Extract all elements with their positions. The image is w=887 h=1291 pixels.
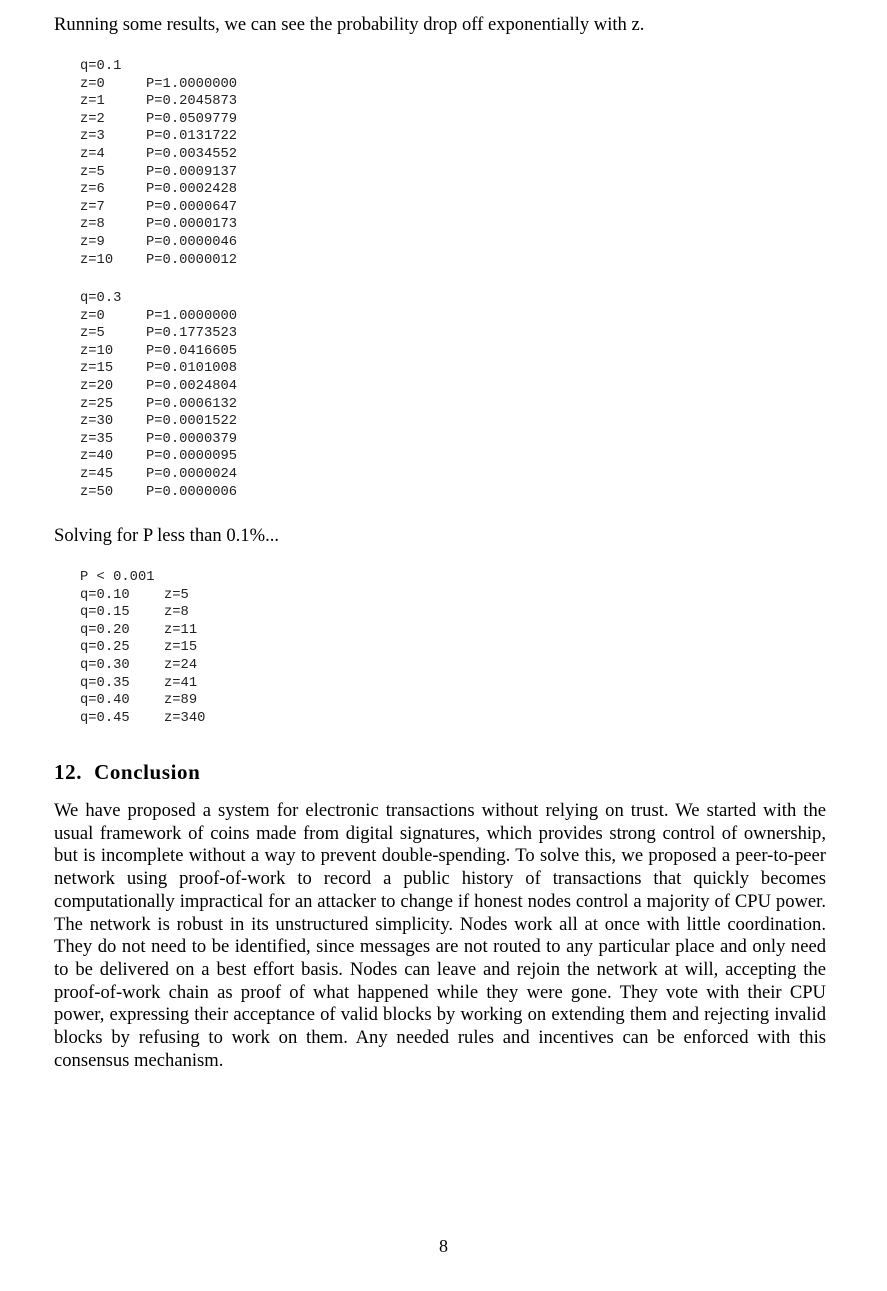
z-cell: z=10 bbox=[80, 252, 114, 268]
table-row bbox=[80, 343, 237, 361]
q-cell: q=0.45 bbox=[80, 710, 130, 726]
z-cell: z=4 bbox=[80, 146, 105, 162]
z-cell: z=340 bbox=[164, 710, 206, 726]
table-row bbox=[80, 484, 237, 502]
table-row bbox=[80, 622, 205, 640]
z-cell: z=25 bbox=[80, 396, 114, 412]
table-row bbox=[80, 431, 237, 449]
table-row bbox=[80, 252, 237, 270]
table-row bbox=[80, 396, 237, 414]
table-row bbox=[80, 199, 237, 217]
p-cell: P=0.1773523 bbox=[146, 326, 238, 342]
table-row bbox=[80, 378, 237, 396]
table-row bbox=[80, 360, 237, 378]
section-heading bbox=[54, 760, 200, 785]
table-row bbox=[80, 128, 237, 146]
p-cell: P=0.0000379 bbox=[146, 431, 238, 447]
table-row bbox=[80, 466, 237, 484]
p-cell: P=0.0101008 bbox=[146, 361, 238, 377]
p-cell: P=0.2045873 bbox=[146, 94, 238, 110]
z-cell: z=35 bbox=[80, 431, 114, 447]
table-row bbox=[80, 448, 237, 466]
z-cell: z=15 bbox=[80, 361, 114, 377]
q-cell: q=0.20 bbox=[80, 622, 130, 638]
p-cell: P=0.0002428 bbox=[146, 182, 238, 198]
z-cell: z=8 bbox=[80, 217, 105, 233]
p-cell: P=0.0009137 bbox=[146, 164, 238, 180]
table-row bbox=[80, 604, 205, 622]
intro-paragraph: Running some results, we can see the probability drop off exponentially with z. bbox=[54, 14, 645, 35]
p-cell: P=0.0024804 bbox=[146, 378, 238, 394]
table-row bbox=[80, 692, 205, 710]
p-cell: P=0.0416605 bbox=[146, 343, 238, 359]
z-cell: z=9 bbox=[80, 234, 105, 250]
table-row bbox=[80, 216, 237, 234]
table-row bbox=[80, 675, 205, 693]
table-row bbox=[80, 639, 205, 657]
section-number: 12. bbox=[54, 760, 83, 784]
z-cell: z=15 bbox=[164, 640, 198, 656]
z-cell: z=3 bbox=[80, 129, 105, 145]
table-header: q=0.3 bbox=[80, 291, 122, 306]
q-cell: q=0.35 bbox=[80, 675, 130, 691]
z-cell: z=11 bbox=[164, 622, 198, 638]
z-cell: z=20 bbox=[80, 378, 114, 394]
q-cell: q=0.40 bbox=[80, 693, 130, 709]
table-row bbox=[80, 234, 237, 252]
table-row bbox=[80, 164, 237, 182]
threshold-table bbox=[80, 569, 205, 727]
z-cell: z=1 bbox=[80, 94, 105, 110]
probability-table-q03 bbox=[80, 290, 237, 501]
table-row bbox=[80, 308, 237, 326]
z-cell: z=41 bbox=[164, 675, 198, 691]
section-title: Conclusion bbox=[94, 760, 201, 784]
z-cell: z=5 bbox=[164, 587, 189, 603]
table-header: P < 0.001 bbox=[80, 570, 155, 585]
z-cell: z=5 bbox=[80, 326, 105, 342]
p-cell: P=0.0000095 bbox=[146, 449, 238, 465]
p-cell: P=0.0000024 bbox=[146, 466, 238, 482]
q-cell: q=0.30 bbox=[80, 657, 130, 673]
p-cell: P=1.0000000 bbox=[146, 76, 238, 92]
table-row bbox=[80, 587, 205, 605]
z-cell: z=10 bbox=[80, 343, 114, 359]
z-cell: z=30 bbox=[80, 414, 114, 430]
table-row bbox=[80, 76, 237, 94]
probability-table-q01 bbox=[80, 58, 237, 269]
z-cell: z=24 bbox=[164, 657, 198, 673]
q-cell: q=0.25 bbox=[80, 640, 130, 656]
table-row bbox=[80, 710, 205, 728]
table-row bbox=[80, 111, 237, 129]
z-cell: z=6 bbox=[80, 182, 105, 198]
table-row bbox=[80, 181, 237, 199]
z-cell: z=0 bbox=[80, 76, 105, 92]
z-cell: z=5 bbox=[80, 164, 105, 180]
z-cell: z=8 bbox=[164, 605, 189, 621]
p-cell: P=0.0000046 bbox=[146, 234, 238, 250]
table-header: q=0.1 bbox=[80, 59, 122, 74]
q-cell: q=0.15 bbox=[80, 605, 130, 621]
p-cell: P=0.0034552 bbox=[146, 146, 238, 162]
p-cell: P=0.0000012 bbox=[146, 252, 238, 268]
p-cell: P=0.0001522 bbox=[146, 414, 238, 430]
z-cell: z=2 bbox=[80, 111, 105, 127]
z-cell: z=89 bbox=[164, 693, 198, 709]
conclusion-paragraph: We have proposed a system for electronic transactions without relying on trust. We started with the usual framework of coins made from digital signatures, which provides strong control of ownership, but is incomplete without a way to prevent double-spending. To solve this, we proposed a peer-to-peer network using proof-of-work to record a public history of transactions that quickly becomes computationally impractical for an attacker to change if honest nodes control a majority of CPU power. The network is robust in its unstructured simplicity. Nodes work all at once with little coordination. They do not need to be identified, since messages are not routed to any particular place and only need to be delivered on a best effort basis. Nodes can leave and rejoin the network at will, accepting the proof-of-work chain as proof of what happened while they were gone. They vote with their CPU power, expressing their acceptance of valid blocks by working on extending them and rejecting invalid blocks by refusing to work on them. Any needed rules and incentives can be enforced with this consensus mechanism. bbox=[54, 800, 826, 1071]
z-cell: z=0 bbox=[80, 308, 105, 324]
z-cell: z=50 bbox=[80, 484, 114, 500]
q-cell: q=0.10 bbox=[80, 587, 130, 603]
page-number: 8 bbox=[439, 1236, 448, 1256]
solving-paragraph: Solving for P less than 0.1%... bbox=[54, 525, 280, 546]
table-row bbox=[80, 146, 237, 164]
p-cell: P=0.0000173 bbox=[146, 217, 238, 233]
z-cell: z=7 bbox=[80, 199, 105, 215]
p-cell: P=0.0000647 bbox=[146, 199, 238, 215]
z-cell: z=45 bbox=[80, 466, 114, 482]
p-cell: P=0.0006132 bbox=[146, 396, 238, 412]
table-row bbox=[80, 413, 237, 431]
table-row bbox=[80, 93, 237, 111]
p-cell: P=0.0000006 bbox=[146, 484, 238, 500]
p-cell: P=1.0000000 bbox=[146, 308, 238, 324]
z-cell: z=40 bbox=[80, 449, 114, 465]
p-cell: P=0.0131722 bbox=[146, 129, 238, 145]
table-row bbox=[80, 657, 205, 675]
table-row bbox=[80, 325, 237, 343]
p-cell: P=0.0509779 bbox=[146, 111, 238, 127]
